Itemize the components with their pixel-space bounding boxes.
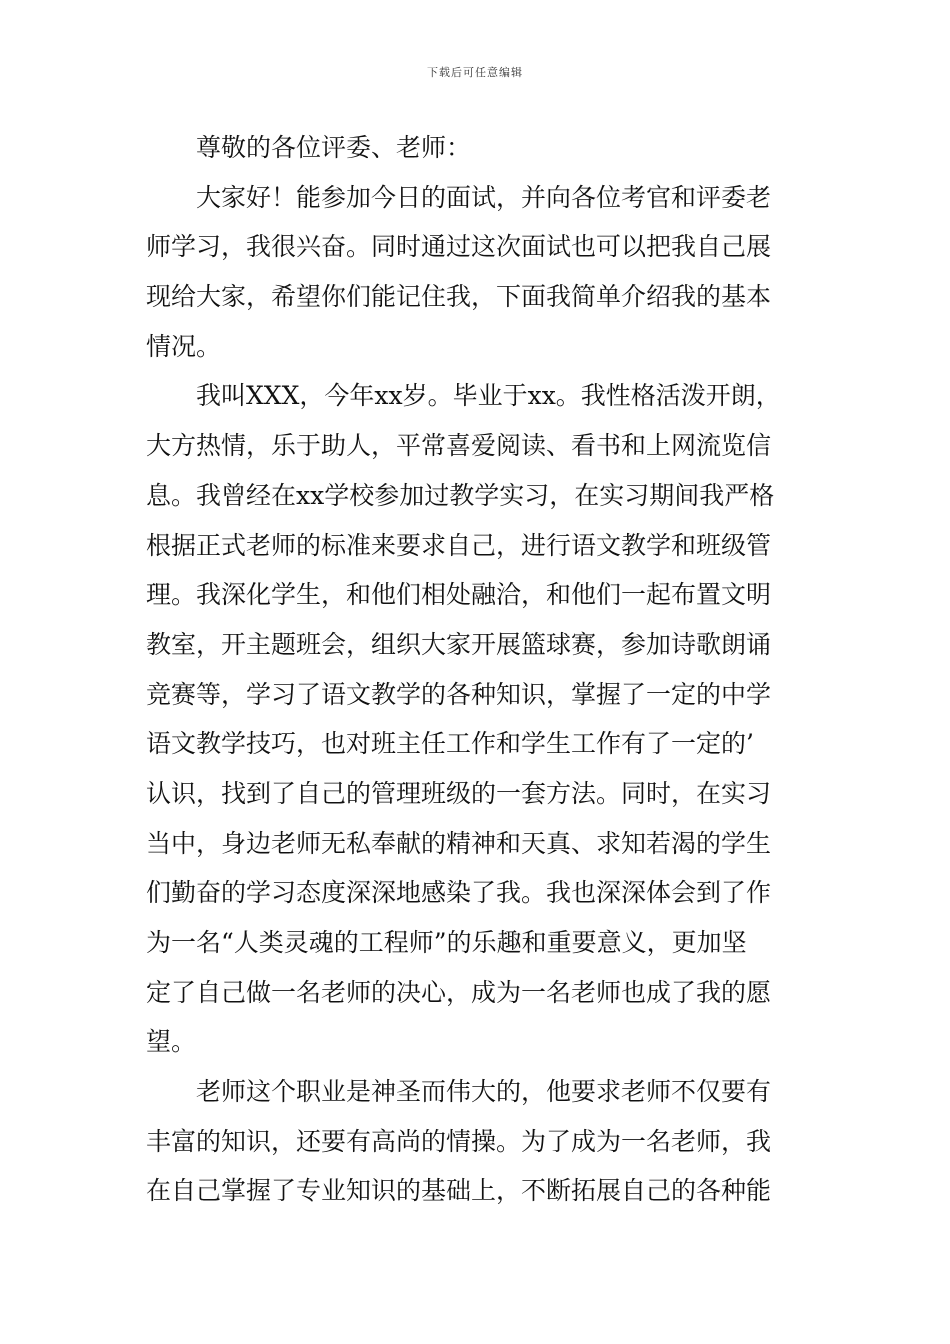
text-line: 师学习，我很兴奋。同时通过这次面试也可以把我自己展 xyxy=(146,232,772,262)
text-line: 望。 xyxy=(146,1027,197,1057)
header-note: 下载后可任意编辑 xyxy=(427,66,523,79)
text-line: 当中，身边老师无私奉献的精神和天真、求知若渴的学生 xyxy=(146,828,772,858)
text-line: 大家好！能参加今日的面试，并向各位考官和评委老 xyxy=(196,182,772,212)
text-line: 在自己掌握了专业知识的基础上，不断拓展自己的各种能 xyxy=(146,1176,772,1206)
text-line: 尊敬的各位评委、老师： xyxy=(196,133,472,162)
text-line: 为一名“人类灵魂的工程师”的乐趣和重要意义，更加坚 xyxy=(146,928,747,957)
text-line: 丰富的知识，还要有高尚的情操。为了成为一名老师，我 xyxy=(146,1126,772,1156)
text-line: 老师这个职业是神圣而伟大的，他要求老师不仅要有 xyxy=(196,1077,772,1107)
text-line: 竞赛等，学习了语文教学的各种知识，掌握了一定的中学 xyxy=(146,679,772,709)
text-line: 定了自己做一名老师的决心，成为一名老师也成了我的愿 xyxy=(146,977,772,1007)
text-line: 教室，开主题班会，组织大家开展篮球赛，参加诗歌朗诵 xyxy=(146,629,772,659)
text-line: 根据正式老师的标准来要求自己，进行语文教学和班级管 xyxy=(146,530,772,560)
text-line: 理。我深化学生，和他们相处融洽，和他们一起布置文明 xyxy=(146,580,772,610)
document-body xyxy=(146,123,808,1216)
text-line: 现给大家，希望你们能记住我，下面我简单介绍我的基本 xyxy=(146,282,772,312)
text-line: 认识，找到了自己的管理班级的一套方法。同时，在实习 xyxy=(146,778,772,808)
text-line: 大方热情，乐于助人，平常喜爱阅读、看书和上网流览信 xyxy=(146,431,772,461)
text-line: 我叫XXX，今年xx岁。毕业于xx。我性格活泼开朗， xyxy=(196,381,781,411)
text-line: 们勤奋的学习态度深深地感染了我。我也深深体会到了作 xyxy=(146,878,772,908)
text-line: 语文教学技巧，也对班主任工作和学生工作有了一定的’ xyxy=(146,729,754,759)
text-line: 息。我曾经在xx学校参加过教学实习，在实习期间我严格 xyxy=(146,480,775,510)
text-line: 情况。 xyxy=(146,331,222,361)
